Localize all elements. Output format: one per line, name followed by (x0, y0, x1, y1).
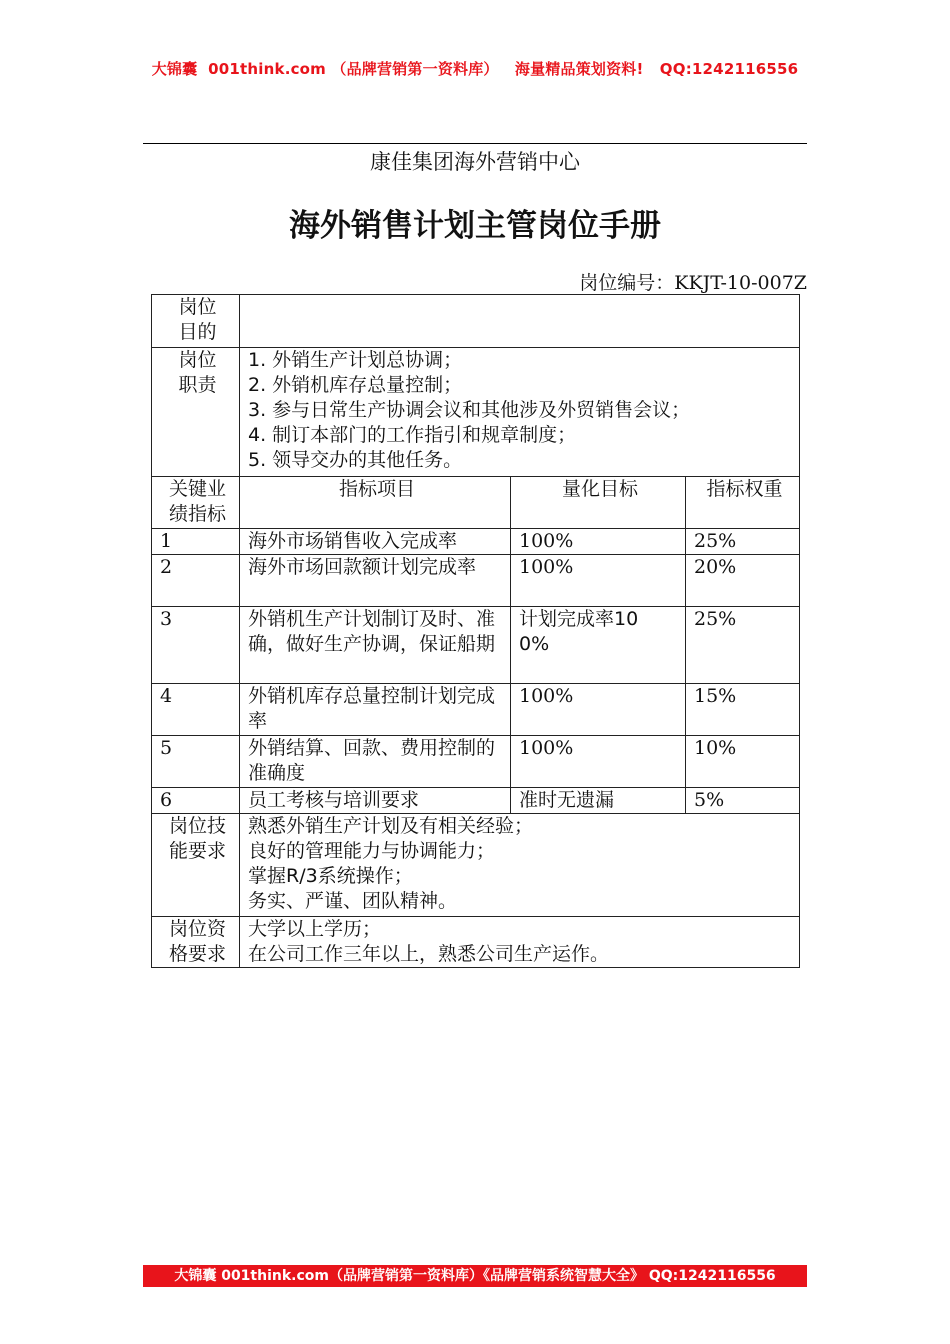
kpi-header-item: 指标项目 (240, 477, 511, 529)
skills-list (240, 814, 800, 917)
kpi-item: 员工考核与培训要求 (240, 788, 511, 814)
kpi-row (152, 555, 800, 607)
qualifications-label: 岗位资格要求 (152, 917, 240, 968)
kpi-target: 100% (511, 555, 686, 607)
duty-item: 2. 外销机库存总量控制； (248, 374, 463, 396)
kpi-item: 海外市场销售收入完成率 (240, 529, 511, 555)
kpi-item: 外销机库存总量控制计划完成率 (240, 684, 511, 736)
kpi-weight: 5% (686, 788, 800, 814)
kpi-no: 1 (152, 529, 240, 555)
header-rule (143, 143, 807, 144)
kpi-target: 100% (511, 684, 686, 736)
kpi-item: 海外市场回款额计划完成率 (240, 555, 511, 607)
footer-banner: 大锦囊 001think.com（品牌营销第一资料库）《品牌营销系统智慧大全》 QQ:1242116556 (143, 1265, 807, 1287)
job-manual-table (151, 294, 800, 968)
kpi-header-target: 量化目标 (511, 477, 686, 529)
skill-item: 良好的管理能力与协调能力； (248, 840, 496, 862)
kpi-row (152, 529, 800, 555)
kpi-weight: 25% (686, 529, 800, 555)
qualification-item: 大学以上学历； (248, 918, 382, 940)
duties-list (240, 348, 800, 477)
kpi-target: 准时无遗漏 (511, 788, 686, 814)
kpi-row (152, 736, 800, 788)
kpi-no: 6 (152, 788, 240, 814)
duty-item: 1. 外销生产计划总协调； (248, 349, 463, 371)
purpose-label: 岗位目的 (152, 295, 240, 348)
duty-item: 4. 制订本部门的工作指引和规章制度； (248, 424, 577, 446)
kpi-no: 5 (152, 736, 240, 788)
skill-item: 掌握R/3系统操作； (248, 865, 413, 887)
duties-row (152, 348, 800, 477)
kpi-row (152, 684, 800, 736)
kpi-row (152, 607, 800, 684)
skill-item: 熟悉外销生产计划及有相关经验； (248, 815, 534, 837)
purpose-value (240, 295, 800, 348)
duties-label: 岗位职责 (152, 348, 240, 477)
kpi-row (152, 788, 800, 814)
org-name: 康佳集团海外营销中心 (370, 150, 580, 174)
qualifications-list (240, 917, 800, 968)
skills-label: 岗位技能要求 (152, 814, 240, 917)
kpi-header-row (152, 477, 800, 529)
kpi-no: 4 (152, 684, 240, 736)
position-code: 岗位编号：KKJT-10-007Z (579, 272, 807, 294)
kpi-no: 3 (152, 607, 240, 684)
kpi-target: 100% (511, 529, 686, 555)
page-title: 海外销售计划主管岗位手册 (289, 208, 661, 244)
purpose-row (152, 295, 800, 348)
qualification-item: 在公司工作三年以上，熟悉公司生产运作。 (248, 943, 610, 965)
kpi-target: 计划完成率100% (511, 607, 686, 684)
skill-item: 务实、严谨、团队精神。 (248, 890, 458, 912)
skills-row (152, 814, 800, 917)
kpi-weight: 25% (686, 607, 800, 684)
kpi-target: 100% (511, 736, 686, 788)
duty-item: 5. 领导交办的其他任务。 (248, 449, 463, 471)
kpi-weight: 20% (686, 555, 800, 607)
kpi-item: 外销结算、回款、费用控制的准确度 (240, 736, 511, 788)
qualifications-row (152, 917, 800, 968)
kpi-no: 2 (152, 555, 240, 607)
kpi-item: 外销机生产计划制订及时、准确，做好生产协调，保证船期 (240, 607, 511, 684)
kpi-weight: 15% (686, 684, 800, 736)
kpi-label: 关键业绩指标 (152, 477, 240, 529)
duty-item: 3. 参与日常生产协调会议和其他涉及外贸销售会议； (248, 399, 691, 421)
kpi-weight: 10% (686, 736, 800, 788)
kpi-header-weight: 指标权重 (686, 477, 800, 529)
header-banner: 大锦囊 001think.com （品牌营销第一资料库） 海量精品策划资料! QQ:1242116556 (151, 60, 799, 78)
